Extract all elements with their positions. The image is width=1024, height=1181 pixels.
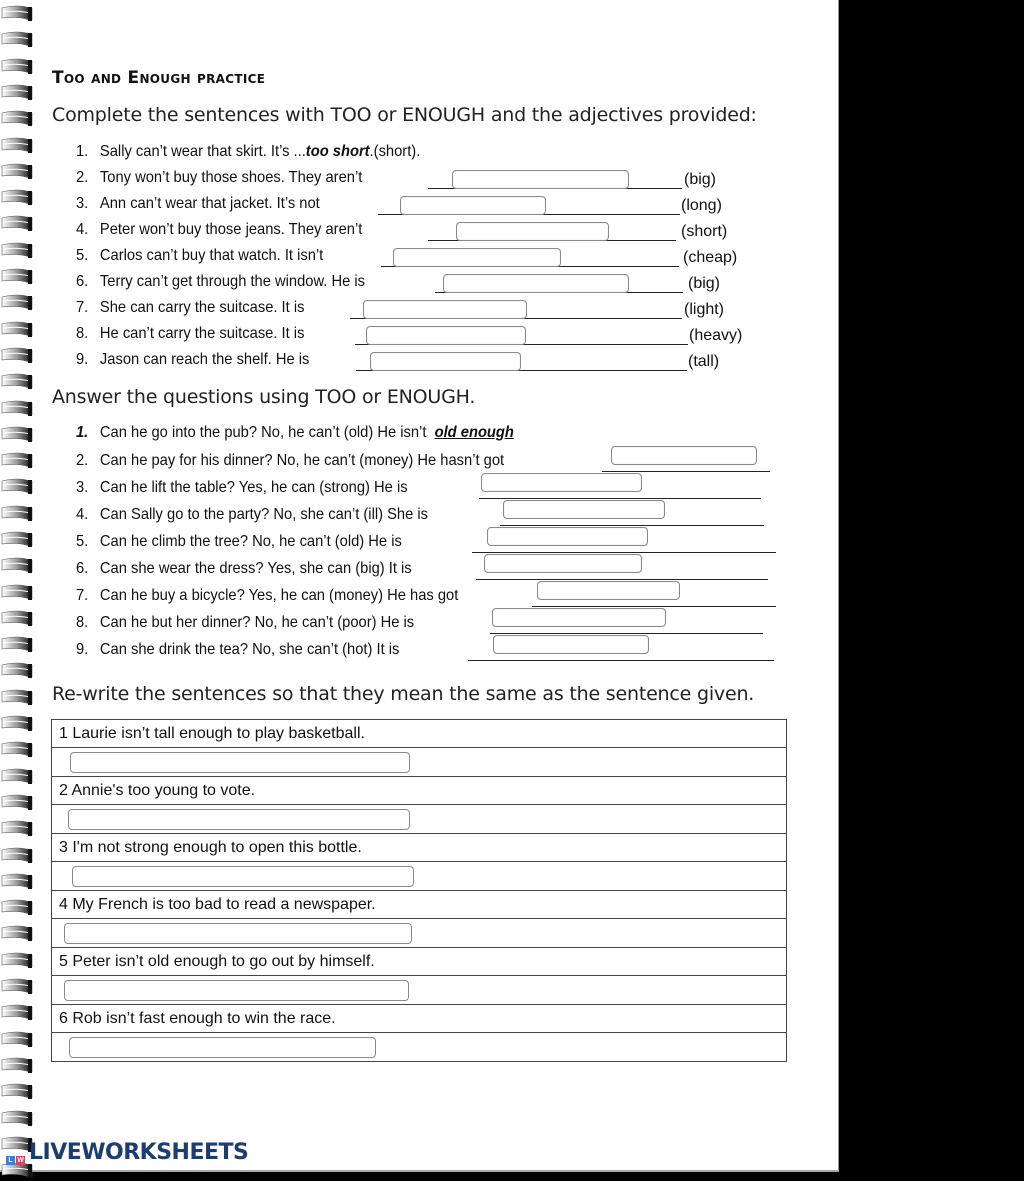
rewrite-answer-input[interactable] <box>72 866 414 887</box>
adjective-hint: (long) <box>681 197 722 214</box>
spiral-binding-ring-icon <box>0 846 36 866</box>
item-text: Can Sally go to the party? No, she can’t (ill) She is <box>99 506 429 523</box>
rewrite-prompt-row <box>52 834 787 862</box>
section1-item-6 <box>76 273 365 297</box>
rewrite-prompt-row <box>52 777 787 805</box>
answer-underline <box>479 498 761 499</box>
answer-input[interactable] <box>492 608 666 627</box>
item-number: 3. <box>76 479 89 496</box>
section2-item-7 <box>76 587 458 611</box>
example-answer: too short <box>305 143 370 160</box>
answer-input[interactable] <box>443 274 629 293</box>
section2-instruction: Answer the questions using TOO or ENOUGH. <box>52 386 476 408</box>
rewrite-prompt-row <box>52 720 787 748</box>
item-number: 8. <box>76 325 89 342</box>
item-text: Tony won’t buy those shoes. They aren’t <box>99 169 363 186</box>
item-number: 5. <box>76 533 89 550</box>
spiral-binding-ring-icon <box>0 819 36 839</box>
logo-mark-letter: W <box>17 1157 24 1164</box>
item-number: 1. <box>76 424 89 441</box>
spiral-binding-ring-icon <box>0 556 36 576</box>
item-number: 9. <box>76 351 89 368</box>
rewrite-prompt: 2 Annie's too young to vote. <box>52 777 787 805</box>
item-number: 6. <box>76 560 89 577</box>
item-text: Can he pay for his dinner? No, he can’t (money) He hasn’t got <box>99 452 505 469</box>
spiral-binding-ring-icon <box>0 1030 36 1050</box>
section1-item-9 <box>76 351 309 375</box>
rewrite-prompt-row <box>52 1005 787 1033</box>
example-answer: old enough <box>434 424 514 441</box>
spiral-binding-ring-icon <box>0 740 36 760</box>
section1-item-8 <box>76 325 304 349</box>
spiral-binding-ring-icon <box>0 425 36 445</box>
rewrite-answer-cell <box>52 976 787 1005</box>
item-text: Terry can’t get through the window. He is <box>99 273 366 290</box>
rewrite-prompt: 1 Laurie isn’t tall enough to play basketball. <box>52 720 787 748</box>
section1-item-5 <box>76 247 323 271</box>
logo-text: LIVEWORKSHEETS <box>29 1140 249 1165</box>
answer-input[interactable] <box>503 500 665 519</box>
answer-underline <box>602 471 770 472</box>
item-text: Can he lift the table? Yes, he can (strong) He is <box>99 479 408 496</box>
spiral-binding-ring-icon <box>0 399 36 419</box>
rewrite-prompt: 5 Peter isn’t old enough to go out by himself. <box>52 948 787 976</box>
spiral-binding-ring-icon <box>0 635 36 655</box>
item-text: Carlos can’t buy that watch. It isn’t <box>99 247 324 264</box>
spiral-binding-ring-icon <box>0 346 36 366</box>
spiral-binding-ring-icon <box>0 714 36 734</box>
spiral-binding-ring-icon <box>0 83 36 103</box>
section1-item-4 <box>76 221 362 245</box>
item-text: Jason can reach the shelf. He is <box>99 351 310 368</box>
spiral-binding-ring-icon <box>0 951 36 971</box>
answer-underline <box>500 525 764 526</box>
item-hint: .(short). <box>369 143 421 160</box>
adjective-hint: (light) <box>684 301 725 318</box>
spiral-binding-ring-icon <box>0 1003 36 1023</box>
rewrite-answer-cell <box>52 919 787 948</box>
answer-input[interactable] <box>484 554 642 573</box>
spiral-binding-ring-icon <box>0 109 36 129</box>
rewrite-answer-input[interactable] <box>64 923 412 944</box>
section2-item-9 <box>76 641 399 665</box>
item-text: Can he but her dinner? No, he can’t (poor) He is <box>99 614 415 631</box>
rewrite-answer-row <box>52 805 787 834</box>
spiral-binding <box>0 0 40 1170</box>
section2-item-6 <box>76 560 412 584</box>
section3-instruction: Re-write the sentences so that they mean the same as the sentence given. <box>52 683 755 705</box>
item-number: 7. <box>76 587 89 604</box>
section1-item-7 <box>76 299 304 323</box>
spiral-binding-ring-icon <box>0 504 36 524</box>
liveworksheets-logo <box>6 1140 248 1165</box>
spiral-binding-ring-icon <box>0 477 36 497</box>
spiral-binding-ring-icon <box>0 767 36 787</box>
rewrite-answer-row <box>52 976 787 1005</box>
answer-underline <box>472 552 776 553</box>
item-text: He can’t carry the suitcase. It is <box>99 325 305 342</box>
spiral-binding-ring-icon <box>0 372 36 392</box>
spiral-binding-ring-icon <box>0 609 36 629</box>
rewrite-answer-input[interactable] <box>69 1037 376 1058</box>
spiral-binding-ring-icon <box>0 1056 36 1076</box>
spiral-binding-ring-icon <box>0 162 36 182</box>
answer-input[interactable] <box>611 446 757 465</box>
spiral-binding-ring-icon <box>0 661 36 681</box>
spiral-binding-ring-icon <box>0 1109 36 1129</box>
spiral-binding-ring-icon <box>0 872 36 892</box>
item-text: Can he go into the pub? No, he can’t (old) He isn’t <box>99 424 427 441</box>
rewrite-prompt: 4 My French is too bad to read a newspaper. <box>52 891 787 919</box>
item-text: Ann can’t wear that jacket. It’s not <box>99 195 320 212</box>
logo-mark-letter: L <box>6 1156 15 1165</box>
item-number: 6. <box>76 273 89 290</box>
item-text: Sally can’t wear that skirt. It’s ... <box>99 143 306 160</box>
spiral-binding-ring-icon <box>0 793 36 813</box>
section2-item-8 <box>76 614 414 638</box>
item-number: 4. <box>76 506 89 523</box>
section2-item-5 <box>76 533 402 557</box>
spiral-binding-ring-icon <box>0 293 36 313</box>
spiral-binding-ring-icon <box>0 977 36 997</box>
rewrite-prompt-row <box>52 891 787 919</box>
spiral-binding-ring-icon <box>0 320 36 340</box>
worksheet-title: Too and Enough practice <box>52 68 266 88</box>
item-number: 2. <box>76 452 89 469</box>
item-number: 4. <box>76 221 89 238</box>
answer-input[interactable] <box>400 196 546 215</box>
item-number: 8. <box>76 614 89 631</box>
rewrite-answer-input[interactable] <box>70 752 410 773</box>
rewrite-answer-row <box>52 1033 787 1062</box>
item-number: 9. <box>76 641 89 658</box>
adjective-hint: (cheap) <box>683 249 738 266</box>
rewrite-answer-cell <box>52 748 787 777</box>
adjective-hint: (heavy) <box>689 327 743 344</box>
section1-item-2 <box>76 169 362 193</box>
spiral-binding-ring-icon <box>0 214 36 234</box>
answer-underline <box>468 660 774 661</box>
section2-item-4 <box>76 506 428 530</box>
item-text: Can she wear the dress? Yes, she can (big) It is <box>99 560 412 577</box>
spiral-binding-ring-icon <box>0 924 36 944</box>
spiral-binding-ring-icon <box>0 451 36 471</box>
answer-input[interactable] <box>456 222 609 241</box>
answer-input[interactable] <box>537 581 680 600</box>
answer-input[interactable] <box>370 352 521 371</box>
spiral-binding-ring-icon <box>0 4 36 24</box>
answer-input[interactable] <box>493 635 649 654</box>
spiral-binding-ring-icon <box>0 530 36 550</box>
spiral-binding-ring-icon <box>0 267 36 287</box>
item-text: Can he buy a bicycle? Yes, he can (money) He has got <box>99 587 459 604</box>
section1-instruction: Complete the sentences with TOO or ENOUGH and the adjectives provided: <box>52 104 757 126</box>
rewrite-answer-row <box>52 748 787 777</box>
section2-item-1 <box>76 424 514 448</box>
adjective-hint: (big) <box>684 171 717 188</box>
adjective-hint: (short) <box>681 223 728 240</box>
rewrite-answer-row <box>52 862 787 891</box>
answer-input[interactable] <box>363 300 527 319</box>
rewrite-prompt: 6 Rob isn’t fast enough to win the race. <box>52 1005 787 1033</box>
answer-underline <box>532 606 776 607</box>
spiral-binding-ring-icon <box>0 57 36 77</box>
rewrite-answer-input[interactable] <box>68 809 410 830</box>
spiral-binding-ring-icon <box>0 188 36 208</box>
rewrite-answer-input[interactable] <box>64 980 409 1001</box>
item-text: She can carry the suitcase. It is <box>99 299 305 316</box>
item-number: 7. <box>76 299 89 316</box>
rewrite-answer-cell <box>52 862 787 891</box>
item-text: Peter won’t buy those jeans. They aren’t <box>99 221 363 238</box>
answer-underline <box>476 579 768 580</box>
item-number: 2. <box>76 169 89 186</box>
answer-input[interactable] <box>366 326 526 345</box>
adjective-hint: (big) <box>688 275 721 292</box>
rewrite-table <box>51 719 787 1062</box>
logo-mark-icon <box>6 1149 28 1165</box>
section2-item-2 <box>76 452 504 476</box>
rewrite-answer-cell <box>52 1033 787 1062</box>
item-number: 1. <box>76 143 89 160</box>
answer-underline <box>490 633 763 634</box>
item-number: 3. <box>76 195 89 212</box>
answer-input[interactable] <box>452 170 629 189</box>
section2-item-3 <box>76 479 408 503</box>
section1-item-1 <box>76 143 420 167</box>
spiral-binding-ring-icon <box>0 898 36 918</box>
spiral-binding-ring-icon <box>0 30 36 50</box>
answer-input[interactable] <box>393 248 561 267</box>
spiral-binding-ring-icon <box>0 583 36 603</box>
rewrite-answer-cell <box>52 805 787 834</box>
rewrite-prompt: 3 I'm not strong enough to open this bottle. <box>52 834 787 862</box>
answer-input[interactable] <box>481 473 642 492</box>
spiral-binding-ring-icon <box>0 241 36 261</box>
item-text: Can she drink the tea? No, she can’t (hot) It is <box>99 641 400 658</box>
item-number: 5. <box>76 247 89 264</box>
answer-input[interactable] <box>487 527 648 546</box>
spiral-binding-ring-icon <box>0 688 36 708</box>
rewrite-answer-row <box>52 919 787 948</box>
rewrite-prompt-row <box>52 948 787 976</box>
item-text: Can he climb the tree? No, he can’t (old) He is <box>99 533 402 550</box>
adjective-hint: (tall) <box>688 353 720 370</box>
spiral-binding-ring-icon <box>0 1082 36 1102</box>
spiral-binding-ring-icon <box>0 136 36 156</box>
section1-item-3 <box>76 195 320 219</box>
